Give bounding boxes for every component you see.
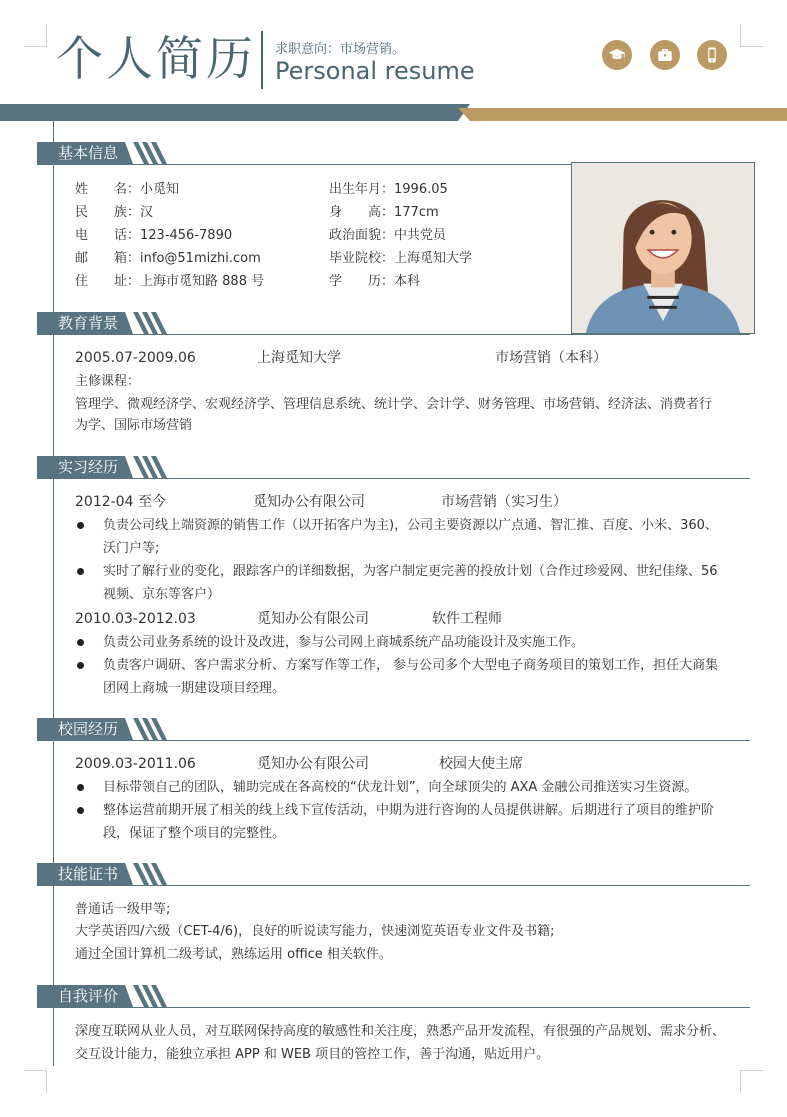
timeline-line xyxy=(53,121,54,1066)
skill-item: 通过全国计算机二级考试，熟练运用 office 相关软件。 xyxy=(75,947,392,962)
info-phone: 电 话：123-456-7890 xyxy=(75,228,233,243)
section-title: 技能证书 xyxy=(58,865,119,883)
graduation-cap-icon xyxy=(602,40,632,70)
campus-duty: 整体运营前期开展了相关的线上线下宣传活动，中期为进行咨询的人员提供讲解。后期进行了项目的维护阶 xyxy=(103,803,715,818)
self-eval-text-cont: 交互设计能力，能独立承担 APP 和 WEB 项目的管控工作，善于沟通，贴近用户。 xyxy=(75,1047,550,1062)
info-politics: 政治面貌：中共党员 xyxy=(329,228,447,243)
campus-company: 觅知办公有限公司 xyxy=(257,756,369,772)
courses-list-cont: 为学、国际市场营销 xyxy=(75,418,193,433)
campus-role: 校园大使主席 xyxy=(439,756,523,772)
courses-label: 主修课程： xyxy=(75,374,141,389)
campus-date: 2009.03-2011.06 xyxy=(75,756,196,772)
job-duty-cont: 团网上商城一期建设项目经理。 xyxy=(103,681,286,696)
info-name: 姓 名：小觅知 xyxy=(75,182,180,197)
info-ethnicity: 民 族：汉 xyxy=(75,205,154,220)
section-header-internship xyxy=(37,456,169,478)
section-title: 校园经历 xyxy=(58,720,119,738)
section-rule xyxy=(37,1007,750,1008)
job-duty: 负责客户调研、客户需求分析、方案写作等工作， 参与公司多个大型电子商务项目的策划工作，担任大商集 xyxy=(103,658,719,673)
section-rule xyxy=(37,885,750,886)
corner-mark-top-right xyxy=(740,24,763,47)
education-date: 2005.07-2009.06 xyxy=(75,350,196,366)
bullet-dot xyxy=(77,662,84,669)
bullet-dot xyxy=(77,807,84,814)
briefcase-icon xyxy=(650,40,680,70)
section-header-skills xyxy=(37,863,169,885)
info-degree: 学 历：本科 xyxy=(329,274,421,289)
section-rule xyxy=(37,740,750,741)
job-company: 觅知办公有限公司 xyxy=(257,611,369,627)
corner-mark-bottom-right xyxy=(740,1070,763,1093)
section-title: 自我评价 xyxy=(58,987,119,1005)
job-duty-cont: 视频、京东等客户） xyxy=(103,587,221,602)
bullet-dot xyxy=(77,639,84,646)
profile-photo xyxy=(571,162,755,334)
self-eval-text: 深度互联网从业人员，对互联网保持高度的敏感性和关注度，熟悉产品开发流程，有很强的产品规划、需求分析、 xyxy=(75,1024,726,1039)
bullet-dot xyxy=(77,568,84,575)
bullet-dot xyxy=(77,784,84,791)
job-date: 2012-04 至今 xyxy=(75,494,166,510)
courses-list: 管理学、微观经济学、宏观经济学、管理信息系统、统计学、会计学、财务管理、市场营销、经济法、消费者行 xyxy=(75,397,713,412)
info-school: 毕业院校：上海觅知大学 xyxy=(329,251,473,266)
page-title: 个人简历 xyxy=(56,32,256,87)
page-subtitle: Personal resume xyxy=(275,57,475,85)
title-divider xyxy=(261,31,263,89)
skill-item: 普通话一级甲等; xyxy=(75,902,171,917)
job-date: 2010.03-2012.03 xyxy=(75,611,196,627)
section-header-self-eval xyxy=(37,985,169,1007)
education-school: 上海觅知大学 xyxy=(257,350,341,366)
bullet-dot xyxy=(77,522,84,529)
job-duty: 实时了解行业的变化，跟踪客户的详细数据，为客户制定更完善的投放计划（合作过珍爱网、世纪佳缘、56 xyxy=(103,564,718,579)
job-intent: 求职意向：市场营销。 xyxy=(275,42,406,57)
section-title: 基本信息 xyxy=(58,144,119,162)
section-header-education xyxy=(37,312,169,334)
mobile-phone-icon xyxy=(697,40,727,70)
job-role: 市场营销（实习生） xyxy=(441,494,567,510)
info-address: 住 址：上海市觅知路 888 号 xyxy=(75,274,265,289)
info-birth: 出生年月：1996.05 xyxy=(329,182,448,197)
skill-item: 大学英语四/六级（CET-4/6)，良好的听说读写能力，快速浏览英语专业文件及书籍; xyxy=(75,924,555,939)
corner-mark-bottom-left xyxy=(24,1070,47,1093)
header-bar-accent xyxy=(458,108,787,121)
section-title: 教育背景 xyxy=(58,314,119,332)
info-height: 身 高：177cm xyxy=(329,205,439,220)
info-email: 邮 箱：info@51mizhi.com xyxy=(75,251,261,266)
job-duty-cont: 沃门户等; xyxy=(103,541,160,556)
section-title: 实习经历 xyxy=(58,458,119,476)
section-rule xyxy=(37,334,750,335)
section-header-campus xyxy=(37,718,169,740)
job-duty: 负责公司线上端资源的销售工作（以开拓客户为主)，公司主要资源以广点通、智汇推、百度、小米、360、 xyxy=(103,518,718,533)
section-rule xyxy=(37,478,750,479)
job-role: 软件工程师 xyxy=(432,611,502,627)
section-rule xyxy=(37,164,571,165)
job-duty: 负责公司业务系统的设计及改进，参与公司网上商城系统产品功能设计及实施工作。 xyxy=(103,635,585,650)
campus-duty-cont: 段，保证了整个项目的完整性。 xyxy=(103,826,286,841)
corner-mark-top-left xyxy=(24,24,47,47)
education-major: 市场营销（本科） xyxy=(495,350,607,366)
campus-duty: 目标带领自己的团队，辅助完成在各高校的“伏龙计划”，向全球顶尖的 AXA 金融公司推送实习生资源。 xyxy=(103,780,698,795)
section-header-basic-info xyxy=(37,142,169,164)
job-company: 觅知办公有限公司 xyxy=(253,494,365,510)
header-bar-primary xyxy=(0,104,470,121)
